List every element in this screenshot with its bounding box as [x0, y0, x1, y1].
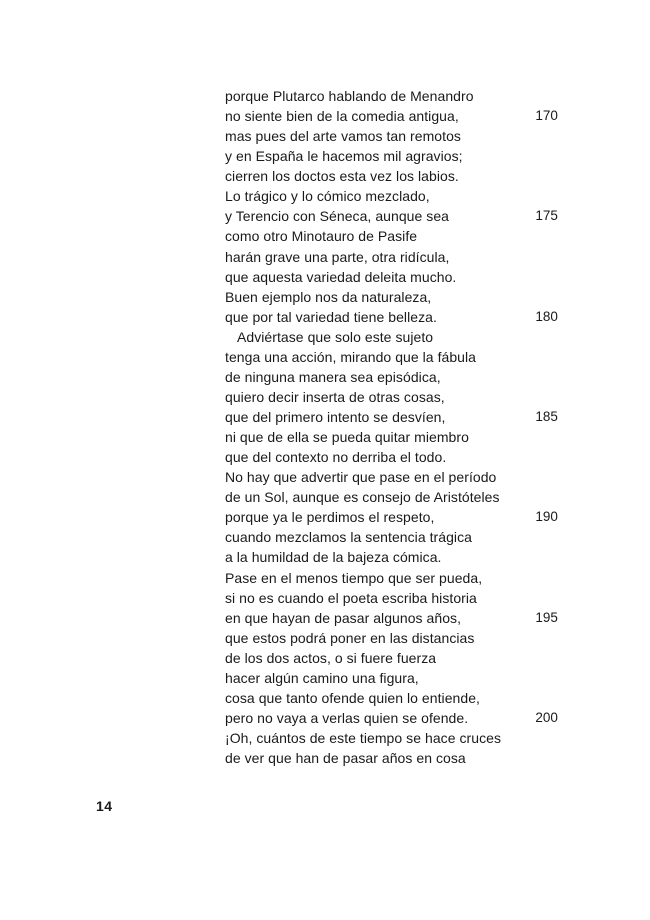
- verse-line: [225, 387, 560, 407]
- verse-line-number: 190: [535, 509, 558, 525]
- verse-text: que del primero intento se desvíen,: [225, 409, 446, 425]
- verse-text: como otro Minotauro de Pasife: [225, 228, 418, 245]
- verse-text: a la humildad de la bajeza cómica.: [225, 549, 442, 566]
- verse-line: [225, 86, 560, 106]
- verse-text: ni que de ella se pueda quitar miembro: [225, 429, 469, 446]
- verse-line-number: 175: [535, 208, 558, 224]
- verse-text: ¡Oh, cuántos de este tiempo se hace cruces: [225, 730, 502, 746]
- verse-line: [225, 287, 560, 307]
- verse-text: de ver que han de pasar años en cosa: [225, 750, 466, 767]
- verse-text: porque ya le perdimos el respeto,: [225, 509, 435, 526]
- verse-line: [225, 367, 560, 387]
- verse-line: [225, 628, 560, 648]
- verse-text: cosa que tanto ofende quien lo entiende,: [225, 689, 480, 706]
- verse-line: [225, 708, 560, 728]
- verse-line: [225, 146, 560, 166]
- verse-text: mas pues del arte vamos tan remotos: [225, 128, 461, 145]
- verse-text: cierren los doctos esta vez los labios.: [225, 168, 459, 185]
- verse-line: [225, 186, 560, 206]
- verse-line: [225, 568, 560, 588]
- verse-line: [225, 748, 560, 768]
- verse-line-number: 180: [535, 308, 558, 324]
- verse-line: [225, 668, 560, 688]
- verse-line: [225, 327, 560, 347]
- poem-text: [225, 86, 560, 768]
- verse-text: de un Sol, aunque es consejo de Aristóteles: [225, 489, 500, 506]
- verse-line: [225, 226, 560, 246]
- verse-text: tenga una acción, mirando que la fábula: [225, 348, 477, 365]
- verse-line: [225, 347, 560, 367]
- verse-line: [225, 247, 560, 267]
- verse-line: [225, 688, 560, 708]
- verse-line: [225, 547, 560, 567]
- verse-text: No hay que advertir que pase en el período: [225, 469, 497, 486]
- verse-line: [225, 267, 560, 287]
- verse-text: en que hayan de pasar algunos años,: [225, 609, 462, 626]
- verse-line: [225, 427, 560, 447]
- verse-text: que del contexto no derriba el todo.: [225, 449, 447, 466]
- verse-line-number: 170: [535, 108, 558, 124]
- verse-line-number: 200: [535, 709, 558, 725]
- verse-line: [225, 648, 560, 668]
- verse-line-number: 195: [535, 609, 558, 625]
- verse-text: quiero decir inserta de otras cosas,: [225, 388, 445, 405]
- verse-text: de los dos actos, o si fuere fuerza: [225, 649, 437, 666]
- verse-line: [225, 106, 560, 126]
- verse-text: que aquesta variedad deleita mucho.: [225, 268, 457, 285]
- verse-line: [225, 447, 560, 467]
- verse-line: [225, 507, 560, 527]
- verse-text: harán grave una parte, otra ridícula,: [225, 248, 450, 265]
- verse-text: cuando mezclamos la sentencia trágica: [225, 529, 472, 546]
- verse-line: [225, 467, 560, 487]
- verse-text: que estos podrá poner en las distancias: [225, 629, 475, 646]
- verse-text: y en España le hacemos mil agravios;: [225, 148, 463, 165]
- verse-text: hacer algún camino una figura,: [225, 669, 419, 686]
- verse-line: [225, 166, 560, 186]
- verse-text: si no es cuando el poeta escriba historia: [225, 589, 477, 606]
- verse-text: Lo trágico y lo cómico mezclado,: [225, 188, 430, 205]
- verse-line-number: 185: [535, 409, 558, 424]
- verse-text: que por tal variedad tiene belleza.: [225, 308, 437, 325]
- verse-line: [225, 407, 560, 427]
- verse-line: [225, 206, 560, 226]
- verse-line: [225, 126, 560, 146]
- verse-text: Buen ejemplo nos da naturaleza,: [225, 288, 432, 305]
- verse-text: y Terencio con Séneca, aunque sea: [225, 208, 449, 225]
- verse-text: pero no vaya a verlas quien se ofende.: [225, 709, 469, 726]
- verse-line: [225, 588, 560, 608]
- verse-text: no siente bien de la comedia antigua,: [225, 108, 459, 125]
- verse-line: [225, 487, 560, 507]
- verse-text: Pase en el menos tiempo que ser pueda,: [225, 569, 483, 586]
- verse-line: [225, 307, 560, 327]
- verse-text: Adviértase que solo este sujeto: [237, 328, 434, 345]
- verse-text: porque Plutarco hablando de Menandro: [225, 88, 474, 104]
- verse-line: [225, 608, 560, 628]
- verse-line: [225, 527, 560, 547]
- verse-line: [225, 728, 560, 748]
- page-number: 14: [96, 798, 113, 814]
- verse-text: de ninguna manera sea episódica,: [225, 368, 441, 385]
